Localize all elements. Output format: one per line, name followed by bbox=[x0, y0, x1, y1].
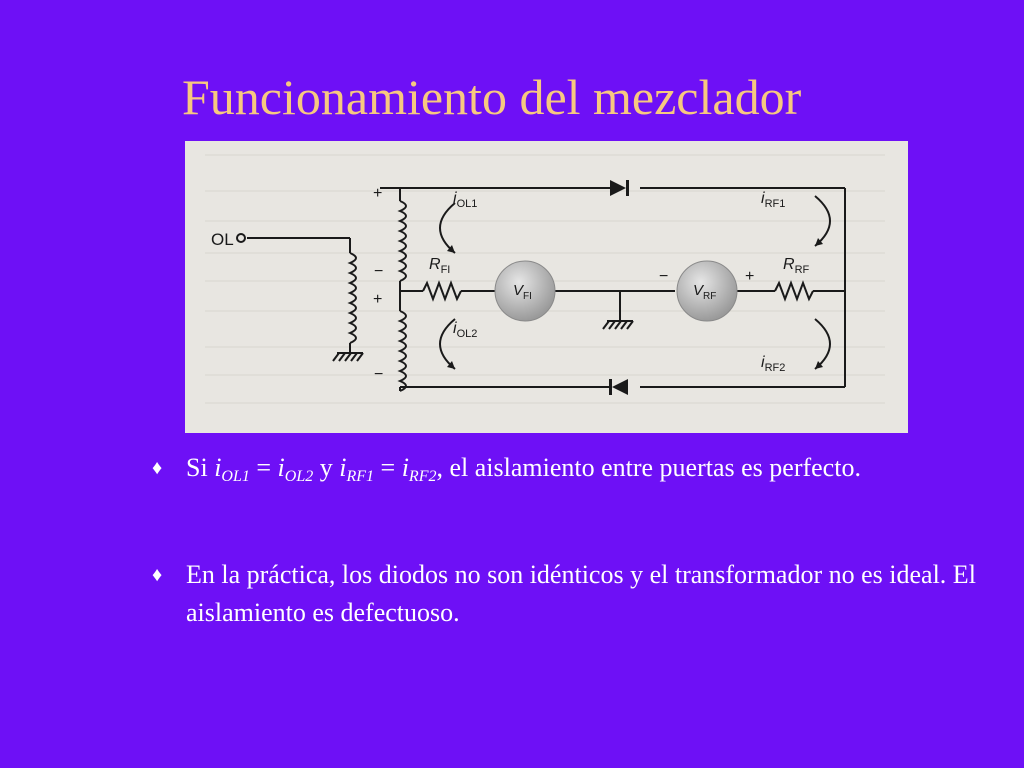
label-v-rf: $V_{RF}$ bbox=[693, 282, 717, 302]
label-r-fi: $R_{FI}$ bbox=[429, 256, 451, 276]
slide-title: Funcionamiento del mezclador bbox=[182, 69, 802, 125]
resistor-rf bbox=[775, 283, 813, 299]
mixer-circuit-figure bbox=[185, 141, 908, 433]
label-v-fi: $V_{FI}$ bbox=[513, 282, 532, 302]
plus-sign-rf: + bbox=[745, 268, 755, 285]
resistor-fi bbox=[423, 283, 461, 299]
circuit-diagram bbox=[185, 141, 908, 433]
label-i-rf1: $i_{RF1}$ bbox=[761, 190, 786, 210]
diode-bottom bbox=[612, 379, 628, 395]
diode-bottom-bar bbox=[609, 379, 612, 395]
bullet-item-isolation-ideal bbox=[148, 450, 978, 486]
minus-sign-rf: − bbox=[659, 268, 669, 285]
current-arrow-rf2 bbox=[815, 319, 830, 369]
plus-sign-mid: + bbox=[373, 291, 383, 308]
plus-sign-top: + bbox=[373, 185, 383, 202]
diode-top-bar bbox=[626, 180, 629, 196]
ol-label: OL bbox=[211, 230, 234, 249]
minus-sign-bottom: − bbox=[374, 366, 384, 383]
diodes bbox=[609, 180, 629, 395]
ground-symbols bbox=[333, 321, 633, 361]
bullet-list bbox=[148, 450, 978, 632]
minus-sign-top: − bbox=[374, 263, 384, 280]
secondary-coil-top bbox=[400, 201, 406, 281]
bullet-text-ideal: Si $i_{OL1} = i_{OL2}$ y $i_{RF1} = i_{RF2}$, el aislamiento entre puertas es perfecto. bbox=[186, 453, 861, 485]
diamond-bullet-icon: ♦ bbox=[152, 457, 163, 479]
current-arrow-ol1 bbox=[440, 203, 455, 253]
ol-terminal bbox=[237, 234, 245, 242]
label-i-ol2: $i_{OL2}$ bbox=[453, 320, 478, 340]
label-i-rf2: $i_{RF2}$ bbox=[761, 354, 786, 374]
bullet-text-practical: En la práctica, los diodos no son idénticos y el transformador no es ideal. El aislamiento es defectuoso. bbox=[186, 560, 976, 627]
label-i-ol1: $i_{OL1}$ bbox=[453, 190, 478, 210]
secondary-coil-bottom bbox=[400, 311, 406, 391]
bullet-item-isolation-practical bbox=[148, 556, 978, 632]
diode-top bbox=[610, 180, 626, 196]
label-r-rf: $R_{RF}$ bbox=[783, 256, 810, 276]
diamond-bullet-icon: ♦ bbox=[152, 564, 163, 586]
primary-coil bbox=[350, 253, 356, 343]
